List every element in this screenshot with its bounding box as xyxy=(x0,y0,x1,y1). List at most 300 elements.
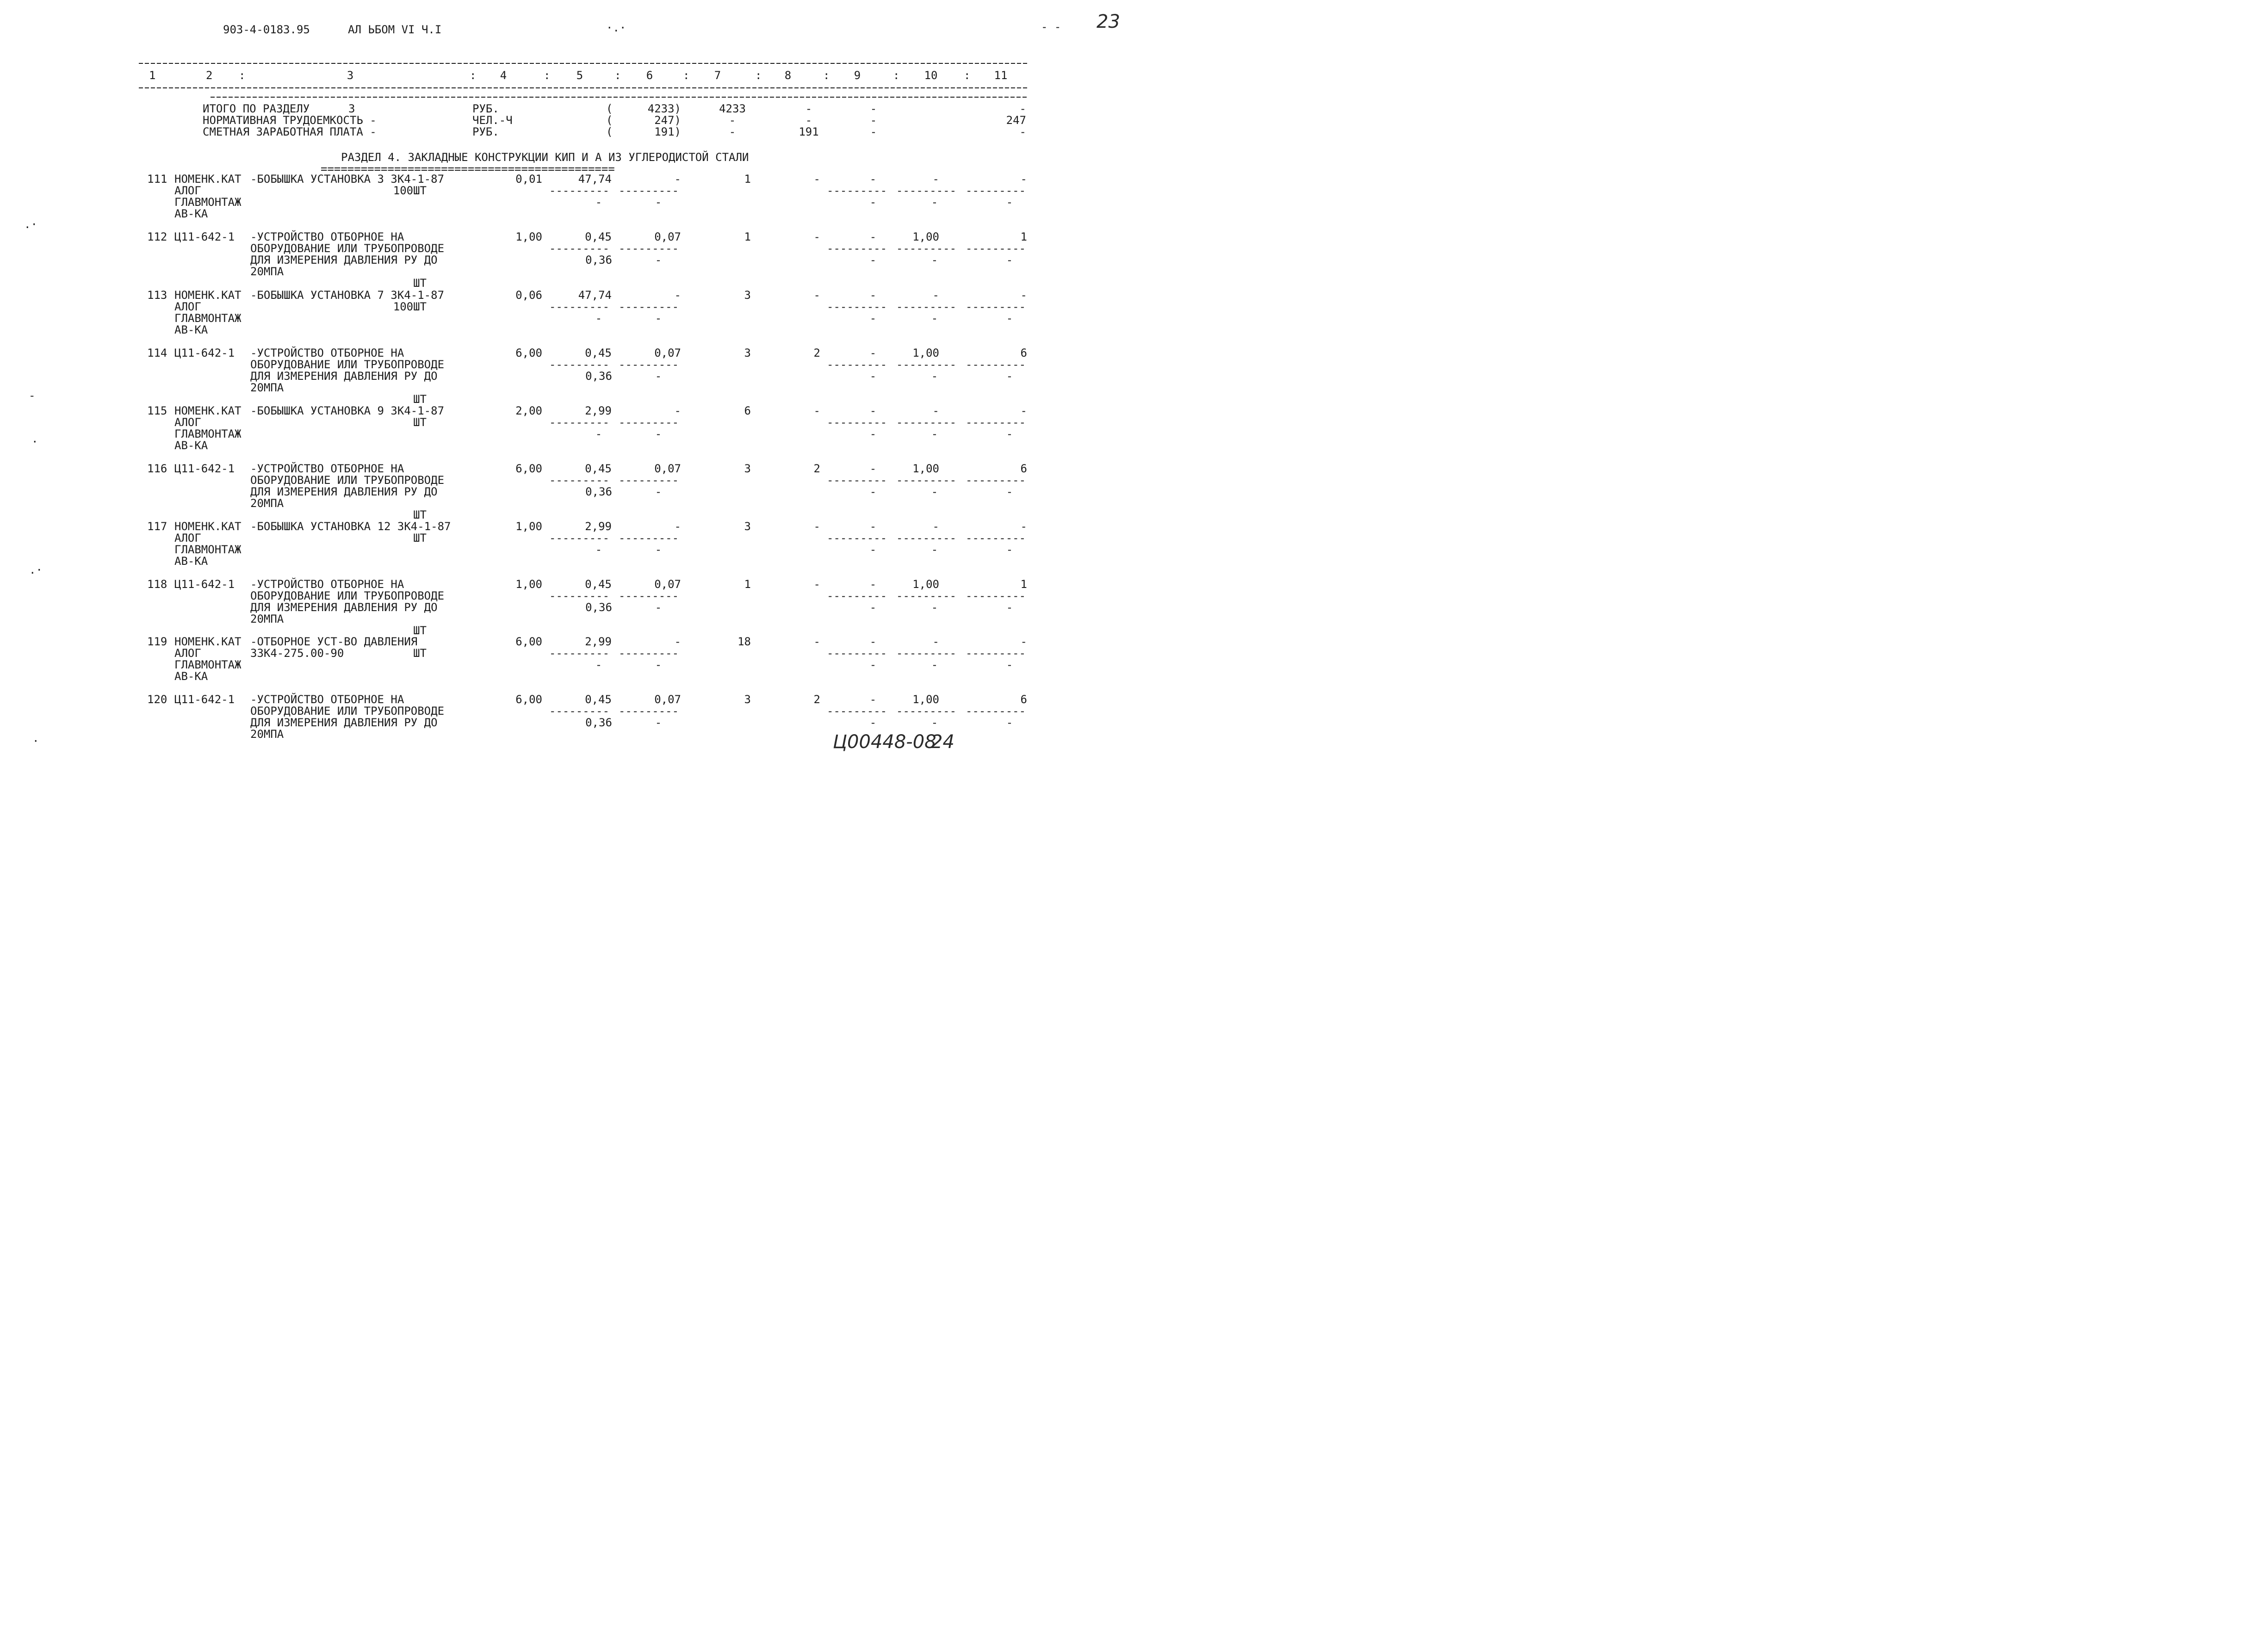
column-number: 8 xyxy=(784,69,792,82)
row-col-8: - xyxy=(813,578,820,591)
row-col-6-lower: - xyxy=(655,254,662,266)
row-col-10: 1,00 xyxy=(912,346,939,359)
row-separator-col-9: --------- xyxy=(827,589,887,602)
row-col-7: 18 xyxy=(737,635,751,648)
row-col-6: - xyxy=(674,520,681,533)
row-col-6: 0,07 xyxy=(654,462,681,475)
row-col-4-quantity: 0,06 xyxy=(515,289,542,302)
row-description: ДЛЯ ИЗМЕРЕНИЯ ДАВЛЕНИЯ РУ ДО xyxy=(250,716,438,729)
row-col-9-lower: - xyxy=(869,427,877,440)
row-unit: ШТ xyxy=(413,277,427,290)
totals-col-7: - xyxy=(729,125,736,138)
row-unit: ШТ xyxy=(413,532,427,544)
totals-col-11: 247 xyxy=(1006,114,1026,127)
row-col-9: - xyxy=(869,578,877,591)
row-col-5-lower: - xyxy=(595,658,602,671)
row-col-5-lower: - xyxy=(595,312,602,325)
margin-speck: - xyxy=(29,389,36,402)
row-col-9-lower: - xyxy=(869,485,877,498)
row-col-11: 6 xyxy=(1020,693,1027,706)
row-unit: 100ШТ xyxy=(393,300,427,313)
page-number: 23 xyxy=(1097,11,1120,32)
row-separator-col-9: --------- xyxy=(827,242,887,255)
totals-col-6: 4233) xyxy=(647,102,681,115)
row-separator-col-10: --------- xyxy=(896,300,957,313)
row-separator-col-5: --------- xyxy=(549,242,610,255)
estimate-row xyxy=(147,346,1027,406)
totals-section-number: 3 xyxy=(348,102,355,115)
row-separator-col-10: --------- xyxy=(896,416,957,429)
row-col-6-lower: - xyxy=(655,196,662,209)
estimate-row xyxy=(147,577,1027,637)
row-code: АВ-КА xyxy=(174,323,208,336)
row-col-10-lower: - xyxy=(931,254,938,266)
row-col-7: 1 xyxy=(744,173,751,186)
row-col-11: - xyxy=(1020,404,1027,417)
totals-bracket: ( xyxy=(606,125,613,138)
row-number: 112 xyxy=(147,230,167,243)
column-number: : xyxy=(893,69,900,82)
row-col-10: - xyxy=(932,173,939,186)
column-number: : xyxy=(964,69,971,82)
totals-col-7: 4233 xyxy=(719,102,746,115)
row-col-10: 1,00 xyxy=(912,693,939,706)
row-col-10: - xyxy=(932,520,939,533)
row-separator-col-9: --------- xyxy=(827,705,887,717)
row-col-4-quantity: 6,00 xyxy=(515,462,542,475)
row-col-4-quantity: 1,00 xyxy=(515,230,542,243)
row-code: НОМЕНК.КАТ xyxy=(174,635,242,648)
row-col-5-unit-cost: 47,74 xyxy=(578,173,612,186)
row-col-11: 6 xyxy=(1020,462,1027,475)
row-separator-col-11: --------- xyxy=(966,647,1026,660)
totals-col-7: - xyxy=(729,114,736,127)
row-col-8: 2 xyxy=(813,346,820,359)
row-description: ДЛЯ ИЗМЕРЕНИЯ ДАВЛЕНИЯ РУ ДО xyxy=(250,485,438,498)
totals-col-9: - xyxy=(870,125,877,138)
row-separator-col-10: --------- xyxy=(896,532,957,544)
totals-col-11: - xyxy=(1019,102,1026,115)
row-col-5-unit-cost: 0,45 xyxy=(585,346,612,359)
row-code: АЛОГ xyxy=(174,532,201,544)
row-separator-col-6: --------- xyxy=(619,358,679,371)
scan-mark: - - xyxy=(1041,20,1061,33)
row-number: 119 xyxy=(147,635,167,648)
totals-bracket: ( xyxy=(606,114,613,127)
row-unit: ШТ xyxy=(413,416,427,429)
scan-specks: ·.· xyxy=(606,21,626,34)
totals-col-9: - xyxy=(870,114,877,127)
row-col-9-lower: - xyxy=(869,716,877,729)
row-separator-col-5: --------- xyxy=(549,300,610,313)
section-underline: ============================================ xyxy=(321,162,615,175)
album-label: АЛ ЬБОМ VI Ч.I xyxy=(348,23,442,36)
column-number: 2 xyxy=(206,69,213,82)
row-separator-col-6: --------- xyxy=(619,416,679,429)
row-col-9: - xyxy=(869,173,877,186)
row-col-5-unit-cost: 2,99 xyxy=(585,404,612,417)
row-code: АЛОГ xyxy=(174,300,201,313)
row-col-11: 1 xyxy=(1020,230,1027,243)
row-col-8: - xyxy=(813,289,820,302)
row-description: ДЛЯ ИЗМЕРЕНИЯ ДАВЛЕНИЯ РУ ДО xyxy=(250,370,438,383)
row-col-6: - xyxy=(674,289,681,302)
row-separator-col-5: --------- xyxy=(549,184,610,197)
column-number: : xyxy=(470,69,477,82)
row-col-10-lower: - xyxy=(931,716,938,729)
row-separator-col-11: --------- xyxy=(966,589,1026,602)
totals-label: НОРМАТИВНАЯ ТРУДОЕМКОСТЬ - xyxy=(203,114,377,127)
row-col-9-lower: - xyxy=(869,601,877,614)
row-separator-col-10: --------- xyxy=(896,589,957,602)
row-unit: ШТ xyxy=(413,647,427,660)
row-col-10-lower: - xyxy=(931,196,938,209)
row-col-11: - xyxy=(1020,520,1027,533)
column-number: : xyxy=(544,69,551,82)
estimate-row xyxy=(147,404,1027,452)
row-number: 113 xyxy=(147,289,167,302)
column-number: 6 xyxy=(646,69,653,82)
row-code: ГЛАВМОНТАЖ xyxy=(174,658,242,671)
row-code: АЛОГ xyxy=(174,416,201,429)
row-separator-col-6: --------- xyxy=(619,474,679,487)
row-col-7: 1 xyxy=(744,230,751,243)
row-code: АВ-КА xyxy=(174,670,208,683)
row-col-6: - xyxy=(674,635,681,648)
row-col-8: - xyxy=(813,173,820,186)
row-description: -ОТБОРНОЕ УСТ-ВО ДАВЛЕНИЯ xyxy=(250,635,418,648)
row-description: ДЛЯ ИЗМЕРЕНИЯ ДАВЛЕНИЯ РУ ДО xyxy=(250,254,438,266)
row-number: 115 xyxy=(147,404,167,417)
row-code: АВ-КА xyxy=(174,207,208,220)
row-col-6-lower: - xyxy=(655,427,662,440)
row-col-6: 0,07 xyxy=(654,693,681,706)
estimate-row xyxy=(147,635,1027,683)
row-col-10: - xyxy=(932,289,939,302)
column-number: 11 xyxy=(994,69,1008,82)
row-col-5-unit-cost: 0,45 xyxy=(585,230,612,243)
row-col-10-lower: - xyxy=(931,658,938,671)
totals-bracket: ( xyxy=(606,102,613,115)
row-separator-col-11: --------- xyxy=(966,532,1026,544)
row-description: 20МПА xyxy=(250,728,284,741)
row-separator-col-6: --------- xyxy=(619,705,679,717)
row-col-10-lower: - xyxy=(931,427,938,440)
row-col-6-lower: - xyxy=(655,601,662,614)
estimate-rows xyxy=(147,173,1027,741)
row-description: 20МПА xyxy=(250,612,284,625)
row-col-5-lower: 0,36 xyxy=(585,601,612,614)
row-col-6-lower: - xyxy=(655,716,662,729)
row-separator-col-11: --------- xyxy=(966,300,1026,313)
row-code: Ц11-642-1 xyxy=(174,230,235,243)
row-col-9-lower: - xyxy=(869,658,877,671)
column-number: 5 xyxy=(576,69,583,82)
totals-col-6: 191) xyxy=(654,125,681,138)
row-col-10: 1,00 xyxy=(912,230,939,243)
row-col-10-lower: - xyxy=(931,601,938,614)
column-number: : xyxy=(823,69,830,82)
row-description: -УСТРОЙСТВО ОТБОРНОЕ НА xyxy=(250,346,404,359)
row-description: -БОБЫШКА УСТАНОВКА 7 ЗК4-1-87 xyxy=(250,289,445,302)
margin-speck: · xyxy=(31,435,38,448)
row-separator-col-10: --------- xyxy=(896,358,957,371)
row-code: ГЛАВМОНТАЖ xyxy=(174,543,242,556)
row-code: НОМЕНК.КАТ xyxy=(174,404,242,417)
totals-col-8: - xyxy=(805,102,812,115)
row-separator-col-6: --------- xyxy=(619,300,679,313)
row-col-11-lower: - xyxy=(1006,485,1013,498)
row-separator-col-11: --------- xyxy=(966,358,1026,371)
row-code: НОМЕНК.КАТ xyxy=(174,173,242,186)
row-col-11-lower: - xyxy=(1006,427,1013,440)
row-col-8: 2 xyxy=(813,693,820,706)
estimate-row xyxy=(147,520,1027,568)
row-col-6-lower: - xyxy=(655,658,662,671)
row-col-5-lower: 0,36 xyxy=(585,716,612,729)
row-col-8: 2 xyxy=(813,462,820,475)
row-col-6: 0,07 xyxy=(654,346,681,359)
row-col-6: 0,07 xyxy=(654,578,681,591)
section-3-totals xyxy=(203,102,1026,138)
row-col-9-lower: - xyxy=(869,196,877,209)
row-col-11-lower: - xyxy=(1006,312,1013,325)
row-col-10: 1,00 xyxy=(912,578,939,591)
row-col-8: - xyxy=(813,230,820,243)
row-separator-col-5: --------- xyxy=(549,474,610,487)
row-col-9-lower: - xyxy=(869,370,877,383)
row-unit: ШТ xyxy=(413,508,427,521)
row-col-4-quantity: 1,00 xyxy=(515,520,542,533)
totals-col-8: 191 xyxy=(799,125,819,138)
row-separator-col-10: --------- xyxy=(896,184,957,197)
row-col-11: - xyxy=(1020,173,1027,186)
row-col-6-lower: - xyxy=(655,543,662,556)
row-code: Ц11-642-1 xyxy=(174,693,235,706)
row-separator-col-10: --------- xyxy=(896,705,957,717)
row-col-11: - xyxy=(1020,635,1027,648)
row-code: ГЛАВМОНТАЖ xyxy=(174,312,242,325)
row-col-11-lower: - xyxy=(1006,716,1013,729)
row-description: ОБОРУДОВАНИЕ ИЛИ ТРУБОПРОВОДЕ xyxy=(250,242,445,255)
row-description: 20МПА xyxy=(250,497,284,510)
row-col-4-quantity: 0,01 xyxy=(515,173,542,186)
row-separator-col-5: --------- xyxy=(549,532,610,544)
row-separator-col-5: --------- xyxy=(549,416,610,429)
row-col-11-lower: - xyxy=(1006,370,1013,383)
row-separator-col-11: --------- xyxy=(966,184,1026,197)
row-col-9: - xyxy=(869,289,877,302)
row-separator-col-9: --------- xyxy=(827,300,887,313)
row-description: ОБОРУДОВАНИЕ ИЛИ ТРУБОПРОВОДЕ xyxy=(250,705,445,717)
row-code: АВ-КА xyxy=(174,439,208,452)
row-separator-col-11: --------- xyxy=(966,416,1026,429)
row-description: -БОБЫШКА УСТАНОВКА 3 ЗК4-1-87 xyxy=(250,173,445,186)
column-number-row xyxy=(149,69,1007,82)
row-number: 111 xyxy=(147,173,167,186)
estimate-sheet xyxy=(0,0,1134,819)
row-col-11: 1 xyxy=(1020,578,1027,591)
row-col-9: - xyxy=(869,520,877,533)
column-number: : xyxy=(614,69,621,82)
row-code: ГЛАВМОНТАЖ xyxy=(174,427,242,440)
column-number: : xyxy=(683,69,690,82)
row-col-9: - xyxy=(869,693,877,706)
row-col-5-lower: 0,36 xyxy=(585,485,612,498)
row-col-5-unit-cost: 0,45 xyxy=(585,462,612,475)
row-col-11-lower: - xyxy=(1006,254,1013,266)
row-description: ОБОРУДОВАНИЕ ИЛИ ТРУБОПРОВОДЕ xyxy=(250,358,445,371)
row-col-11-lower: - xyxy=(1006,601,1013,614)
row-unit: ШТ xyxy=(413,393,427,406)
row-separator-col-5: --------- xyxy=(549,647,610,660)
row-description: 3ЗК4-275.00-90 xyxy=(250,647,344,660)
row-col-7: 3 xyxy=(744,289,751,302)
row-col-9-lower: - xyxy=(869,254,877,266)
row-col-5-unit-cost: 0,45 xyxy=(585,578,612,591)
row-col-6-lower: - xyxy=(655,312,662,325)
row-number: 117 xyxy=(147,520,167,533)
row-col-5-unit-cost: 0,45 xyxy=(585,693,612,706)
column-number: 1 xyxy=(149,69,156,82)
row-separator-col-6: --------- xyxy=(619,589,679,602)
row-col-11-lower: - xyxy=(1006,196,1013,209)
estimate-row xyxy=(147,289,1027,336)
row-col-5-lower: 0,36 xyxy=(585,254,612,266)
handwritten-code: Ц00448-08 xyxy=(833,731,936,753)
row-description: 20МПА xyxy=(250,381,284,394)
row-code: НОМЕНК.КАТ xyxy=(174,520,242,533)
row-separator-col-5: --------- xyxy=(549,705,610,717)
column-number: 4 xyxy=(500,69,507,82)
column-number: 9 xyxy=(854,69,861,82)
row-separator-col-6: --------- xyxy=(619,532,679,544)
row-separator-col-9: --------- xyxy=(827,184,887,197)
row-col-7: 3 xyxy=(744,462,751,475)
handwritten-sheet-number: 24 xyxy=(931,731,954,753)
row-col-9: - xyxy=(869,404,877,417)
row-col-10-lower: - xyxy=(931,485,938,498)
row-number: 118 xyxy=(147,578,167,591)
estimate-row xyxy=(147,230,1027,290)
row-code: АЛОГ xyxy=(174,184,201,197)
row-code: НОМЕНК.КАТ xyxy=(174,289,242,302)
row-col-10: - xyxy=(932,404,939,417)
row-separator-col-9: --------- xyxy=(827,647,887,660)
row-description: -УСТРОЙСТВО ОТБОРНОЕ НА xyxy=(250,578,404,591)
row-col-10-lower: - xyxy=(931,370,938,383)
row-col-9-lower: - xyxy=(869,543,877,556)
row-description: -УСТРОЙСТВО ОТБОРНОЕ НА xyxy=(250,462,404,475)
row-separator-col-9: --------- xyxy=(827,416,887,429)
row-col-9-lower: - xyxy=(869,312,877,325)
row-separator-col-10: --------- xyxy=(896,474,957,487)
row-col-11: 6 xyxy=(1020,346,1027,359)
row-col-9: - xyxy=(869,635,877,648)
row-separator-col-11: --------- xyxy=(966,474,1026,487)
row-col-4-quantity: 6,00 xyxy=(515,635,542,648)
row-description: ОБОРУДОВАНИЕ ИЛИ ТРУБОПРОВОДЕ xyxy=(250,589,445,602)
row-separator-col-11: --------- xyxy=(966,242,1026,255)
row-col-11: - xyxy=(1020,289,1027,302)
row-col-7: 3 xyxy=(744,693,751,706)
row-col-7: 3 xyxy=(744,520,751,533)
row-col-10: - xyxy=(932,635,939,648)
row-col-5-lower: - xyxy=(595,196,602,209)
row-number: 114 xyxy=(147,346,167,359)
totals-unit: ЧЕЛ.-Ч xyxy=(472,114,513,127)
row-col-8: - xyxy=(813,635,820,648)
column-number: 3 xyxy=(347,69,354,82)
document-number: 903-4-0183.95 xyxy=(223,23,310,36)
row-code: Ц11-642-1 xyxy=(174,346,235,359)
row-col-9: - xyxy=(869,462,877,475)
totals-col-6: 247) xyxy=(654,114,681,127)
estimate-row xyxy=(147,173,1027,220)
column-number: 7 xyxy=(714,69,721,82)
row-code: Ц11-642-1 xyxy=(174,462,235,475)
row-separator-col-6: --------- xyxy=(619,647,679,660)
row-col-7: 3 xyxy=(744,346,751,359)
row-col-4-quantity: 2,00 xyxy=(515,404,542,417)
row-description: -УСТРОЙСТВО ОТБОРНОЕ НА xyxy=(250,230,404,243)
row-unit: 100ШТ xyxy=(393,184,427,197)
row-col-4-quantity: 6,00 xyxy=(515,346,542,359)
row-col-10-lower: - xyxy=(931,312,938,325)
row-separator-col-9: --------- xyxy=(827,532,887,544)
row-col-6: - xyxy=(674,404,681,417)
row-separator-col-11: --------- xyxy=(966,705,1026,717)
row-description: ОБОРУДОВАНИЕ ИЛИ ТРУБОПРОВОДЕ xyxy=(250,474,445,487)
row-col-10-lower: - xyxy=(931,543,938,556)
row-col-9: - xyxy=(869,346,877,359)
row-code: ГЛАВМОНТАЖ xyxy=(174,196,242,209)
row-col-5-lower: - xyxy=(595,543,602,556)
row-col-9: - xyxy=(869,230,877,243)
row-col-11-lower: - xyxy=(1006,658,1013,671)
row-separator-col-9: --------- xyxy=(827,358,887,371)
row-col-6: - xyxy=(674,173,681,186)
row-col-11-lower: - xyxy=(1006,543,1013,556)
row-separator-col-9: --------- xyxy=(827,474,887,487)
row-col-5-unit-cost: 47,74 xyxy=(578,289,612,302)
totals-col-9: - xyxy=(870,102,877,115)
row-col-8: - xyxy=(813,404,820,417)
margin-speck: .· xyxy=(24,218,37,231)
row-col-5-unit-cost: 2,99 xyxy=(585,520,612,533)
totals-label: ИТОГО ПО РАЗДЕЛУ xyxy=(203,102,310,115)
row-col-5-lower: - xyxy=(595,427,602,440)
row-description: 20МПА xyxy=(250,265,284,278)
row-col-6-lower: - xyxy=(655,370,662,383)
row-col-4-quantity: 6,00 xyxy=(515,693,542,706)
row-number: 116 xyxy=(147,462,167,475)
row-separator-col-10: --------- xyxy=(896,647,957,660)
row-col-7: 6 xyxy=(744,404,751,417)
totals-col-11: - xyxy=(1019,125,1026,138)
row-description: -БОБЫШКА УСТАНОВКА 12 ЗК4-1-87 xyxy=(250,520,451,533)
row-col-6-lower: - xyxy=(655,485,662,498)
row-description: -УСТРОЙСТВО ОТБОРНОЕ НА xyxy=(250,693,404,706)
section-title: РАЗДЕЛ 4. ЗАКЛАДНЫЕ КОНСТРУКЦИИ КИП И А ИЗ УГЛЕРОДИСТОЙ СТАЛИ xyxy=(341,151,749,164)
row-col-5-unit-cost: 2,99 xyxy=(585,635,612,648)
row-separator-col-6: --------- xyxy=(619,184,679,197)
row-unit: ШТ xyxy=(413,624,427,637)
row-separator-col-10: --------- xyxy=(896,242,957,255)
row-code: Ц11-642-1 xyxy=(174,578,235,591)
row-col-10: 1,00 xyxy=(912,462,939,475)
row-number: 120 xyxy=(147,693,167,706)
